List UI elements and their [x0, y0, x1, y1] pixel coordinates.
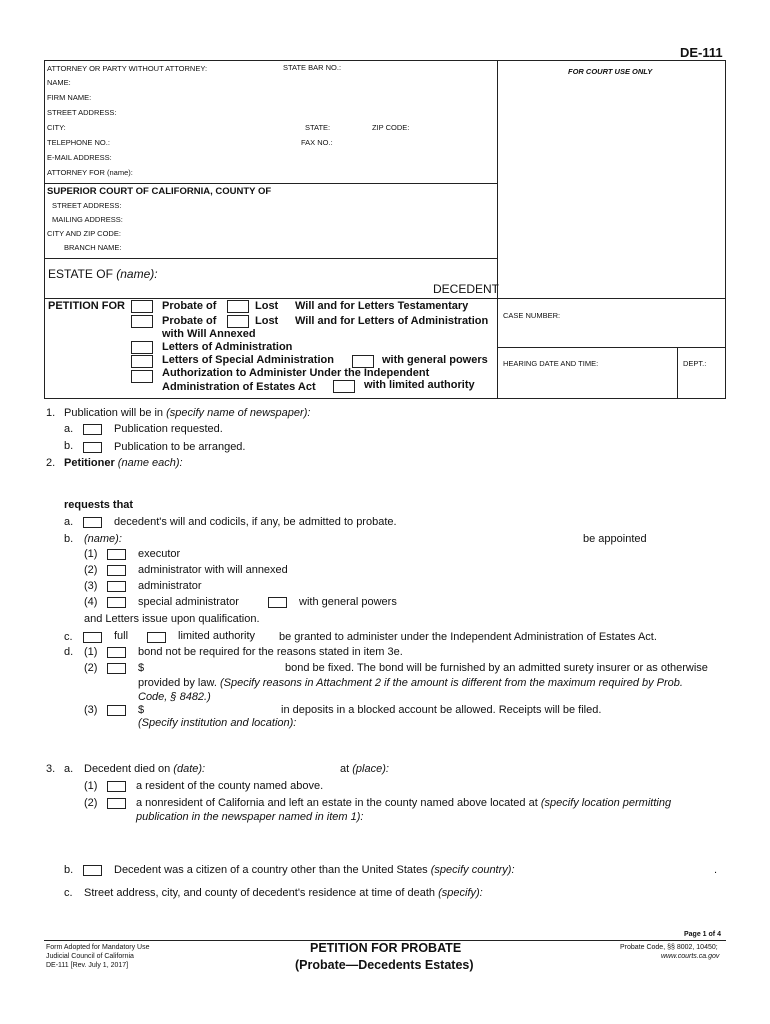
- blocked-account-checkbox[interactable]: [107, 705, 126, 716]
- item-2d1-number: (1): [84, 646, 98, 658]
- item-1-spec: (specify name of newspaper):: [166, 407, 311, 419]
- zip-label: ZIP CODE:: [372, 123, 410, 132]
- court-street-label: STREET ADDRESS:: [52, 201, 122, 210]
- item-2d3-number: (3): [84, 704, 98, 716]
- item-2d2-line2: [138, 677, 683, 689]
- item-2b3-number: (3): [84, 580, 98, 592]
- estate-name-spec: (name):: [116, 267, 158, 281]
- item-1-text: [64, 407, 310, 419]
- nonresident-spec: (specify location permitting: [540, 797, 672, 809]
- residence-spec: (specify):: [438, 887, 483, 899]
- will-letters-admin-label: Will and for Letters of Administration: [295, 315, 489, 327]
- limited-auth-checkbox[interactable]: [147, 632, 166, 643]
- fax-label: FAX NO.:: [301, 138, 333, 147]
- died-on-label: Decedent died on: [84, 763, 171, 775]
- item-3a2-number: (2): [84, 797, 98, 809]
- dept-divider: [677, 347, 678, 398]
- name-label: NAME:: [47, 78, 71, 87]
- item-2d-letter: d.: [64, 646, 74, 658]
- probate-code-label: Probate Code, §§ 8002, 10450;: [620, 944, 718, 951]
- item-3a1-number: (1): [84, 780, 98, 792]
- form-title: PETITION FOR PROBATE: [310, 941, 462, 955]
- letters-issue-label: and Letters issue upon qualification.: [84, 613, 260, 625]
- case-number-divider: [497, 347, 725, 348]
- administrator-checkbox[interactable]: [107, 581, 126, 592]
- authorization-label-1: Authorization to Administer Under the Independent: [162, 367, 430, 379]
- place-spec: (place):: [352, 763, 389, 775]
- residence-text: Street address, city, and county of decedent's residence at time of death: [84, 887, 436, 899]
- hearing-label: HEARING DATE AND TIME:: [503, 359, 599, 368]
- caption-right-border: [725, 60, 726, 398]
- item-1-number: 1.: [46, 407, 56, 419]
- adopted-label: Form Adopted for Mandatory Use: [46, 944, 150, 951]
- probate-of-1-label: Probate of: [162, 300, 217, 312]
- with-general-powers-label: with general powers: [382, 354, 488, 366]
- admin-will-annexed-checkbox[interactable]: [107, 565, 126, 576]
- lost-2-label: Lost: [255, 315, 279, 327]
- letters-admin-checkbox[interactable]: [131, 341, 153, 354]
- petition-for-label: PETITION FOR: [48, 300, 125, 312]
- granted-text: be granted to administer under the Independent Administration of Estates Act.: [279, 631, 657, 643]
- item-2-text: [64, 457, 183, 469]
- court-branch-label: BRANCH NAME:: [64, 243, 122, 252]
- with-limited-label: with limited authority: [364, 379, 475, 391]
- item-3c-letter: c.: [64, 887, 73, 899]
- case-number-label: CASE NUMBER:: [503, 311, 561, 320]
- court-use-label: FOR COURT USE ONLY: [568, 67, 653, 76]
- administrator-label: administrator: [138, 580, 202, 592]
- authorization-checkbox[interactable]: [131, 370, 153, 383]
- item-2d3-spec: (Specify institution and location):: [138, 717, 297, 729]
- item-3a-text: [84, 763, 205, 775]
- blocked-dollar-sign: $: [138, 704, 145, 716]
- lost-will-2-checkbox[interactable]: [227, 315, 249, 328]
- dept-label: DEPT.:: [683, 359, 707, 368]
- courts-website: www.courts.ca.gov: [661, 953, 720, 960]
- foreign-citizen-spec: (specify country):: [430, 864, 515, 876]
- item-2b4-number: (4): [84, 596, 98, 608]
- letters-admin-label: Letters of Administration: [162, 341, 293, 353]
- item-2d2-number: (2): [84, 662, 98, 674]
- special-general-powers-checkbox[interactable]: [268, 597, 287, 608]
- item-3a1-text: a resident of the county named above.: [136, 780, 324, 792]
- item-2d2-specify: (Specify reasons in Attachment 2 if the amount is different from the maximum required by Prob.: [219, 677, 683, 689]
- probate-of-2-label: Probate of: [162, 315, 217, 327]
- court-label: SUPERIOR COURT OF CALIFORNIA, COUNTY OF: [47, 186, 272, 197]
- item-1a-letter: a.: [64, 423, 74, 435]
- item-2d3-text: in deposits in a blocked account be allowed. Receipts will be filed.: [281, 704, 602, 716]
- court-city-label: CITY AND ZIP CODE:: [47, 229, 121, 238]
- petitioner-label: Petitioner: [64, 457, 115, 469]
- publication-requested-checkbox[interactable]: [83, 424, 102, 435]
- bond-fixed-checkbox[interactable]: [107, 663, 126, 674]
- petitioner-spec: (name each):: [117, 457, 183, 469]
- court-section-divider: [44, 183, 497, 184]
- limited-label: limited authority: [178, 630, 256, 642]
- attorney-for-label: ATTORNEY FOR (name):: [47, 168, 133, 177]
- item-3a2-text: [136, 797, 671, 809]
- street-label: STREET ADDRESS:: [47, 108, 117, 117]
- page-number: Page 1 of 4: [684, 931, 721, 938]
- will-letters-test-label: Will and for Letters Testamentary: [295, 300, 469, 312]
- full-authority-checkbox[interactable]: [83, 632, 102, 643]
- letters-special-label: Letters of Special Administration: [162, 354, 334, 366]
- executor-label: executor: [138, 548, 181, 560]
- item-2c-letter: c.: [64, 631, 73, 643]
- special-admin-label: special administrator: [138, 596, 239, 608]
- item-3b-period: .: [714, 864, 718, 876]
- letters-special-checkbox[interactable]: [131, 355, 153, 368]
- item-1b-letter: b.: [64, 440, 74, 452]
- item-2d2-provided: provided by law.: [138, 677, 217, 689]
- estate-of-label: [48, 267, 158, 281]
- foreign-citizen-checkbox[interactable]: [83, 865, 102, 876]
- limited-authority-checkbox[interactable]: [333, 380, 355, 393]
- died-place-label: [340, 763, 389, 775]
- publication-arranged-checkbox[interactable]: [83, 442, 102, 453]
- bond-not-required-checkbox[interactable]: [107, 647, 126, 658]
- item-2b1-number: (1): [84, 548, 98, 560]
- rev-label: DE-111 [Rev. July 1, 2017]: [46, 962, 129, 969]
- probate-administration-checkbox[interactable]: [131, 315, 153, 328]
- item-3-number: 3.: [46, 763, 56, 775]
- form-subtitle: (Probate—Decedents Estates): [295, 958, 474, 972]
- item-3a2-spec-line2: publication in the newspaper named in item 1):: [136, 811, 364, 823]
- estate-section-divider: [44, 258, 497, 259]
- estate-of-text: ESTATE OF: [48, 267, 113, 281]
- nonresident-text: a nonresident of California and left an estate in the county named above located at: [136, 797, 538, 809]
- attorney-label: ATTORNEY OR PARTY WITHOUT ATTORNEY:: [47, 64, 208, 73]
- item-3b-letter: b.: [64, 864, 74, 876]
- item-2b-letter: b.: [64, 533, 74, 545]
- firm-label: FIRM NAME:: [47, 93, 92, 102]
- full-label: full: [114, 630, 129, 642]
- item-3c-text: [84, 887, 483, 899]
- item-1a-text: Publication requested.: [114, 423, 223, 435]
- caption-bottom-border: [44, 398, 726, 399]
- caption-left-border: [44, 60, 45, 398]
- email-label: E-MAIL ADDRESS:: [47, 153, 112, 162]
- probate-testamentary-checkbox[interactable]: [131, 300, 153, 313]
- item-3b-text: [114, 864, 515, 876]
- item-2a-text: decedent's will and codicils, if any, be admitted to probate.: [114, 516, 397, 528]
- lost-will-1-checkbox[interactable]: [227, 300, 249, 313]
- foreign-citizen-text: Decedent was a citizen of a country other than the United States: [114, 864, 428, 876]
- council-label: Judicial Council of California: [46, 953, 134, 960]
- city-label: CITY:: [47, 123, 66, 132]
- court-mailing-label: MAILING ADDRESS:: [52, 215, 123, 224]
- be-appointed-label: be appointed: [583, 533, 647, 545]
- item-2b2-number: (2): [84, 564, 98, 576]
- petition-section-divider: [44, 298, 725, 299]
- caption-top-border: [44, 60, 725, 61]
- decedent-label: DECEDENT: [433, 282, 500, 296]
- item-2-number: 2.: [46, 457, 56, 469]
- item-1-lead: Publication will be in: [64, 407, 164, 419]
- at-label: at: [340, 763, 350, 775]
- requests-that-label: requests that: [64, 499, 134, 511]
- will-admitted-checkbox[interactable]: [83, 517, 102, 528]
- state-bar-label: STATE BAR NO.:: [283, 63, 342, 72]
- bond-dollar-sign: $: [138, 662, 145, 674]
- resident-checkbox[interactable]: [107, 781, 126, 792]
- nonresident-checkbox[interactable]: [107, 798, 126, 809]
- item-2d2-code: Code, § 8482.): [138, 691, 211, 703]
- admin-will-annexed-label: administrator with will annexed: [138, 564, 288, 576]
- authorization-label-2: Administration of Estates Act: [162, 381, 316, 393]
- item-3a-letter: a.: [64, 763, 74, 775]
- special-general-powers-label: with general powers: [299, 596, 397, 608]
- item-1b-text: Publication to be arranged.: [114, 441, 246, 453]
- lost-1-label: Lost: [255, 300, 279, 312]
- item-2a-letter: a.: [64, 516, 74, 528]
- state-label: STATE:: [305, 123, 331, 132]
- form-id: DE-111: [680, 45, 723, 60]
- executor-checkbox[interactable]: [107, 549, 126, 560]
- with-will-annexed-label: with Will Annexed: [162, 328, 256, 340]
- phone-label: TELEPHONE NO.:: [47, 138, 110, 147]
- item-2d2-text: bond be fixed. The bond will be furnished by an admitted surety insurer or as otherwise: [285, 662, 708, 674]
- item-2d1-text: bond not be required for the reasons stated in item 3e.: [138, 646, 403, 658]
- special-admin-checkbox[interactable]: [107, 597, 126, 608]
- item-2b-name-label: (name):: [84, 533, 122, 545]
- died-date-spec: (date):: [173, 763, 206, 775]
